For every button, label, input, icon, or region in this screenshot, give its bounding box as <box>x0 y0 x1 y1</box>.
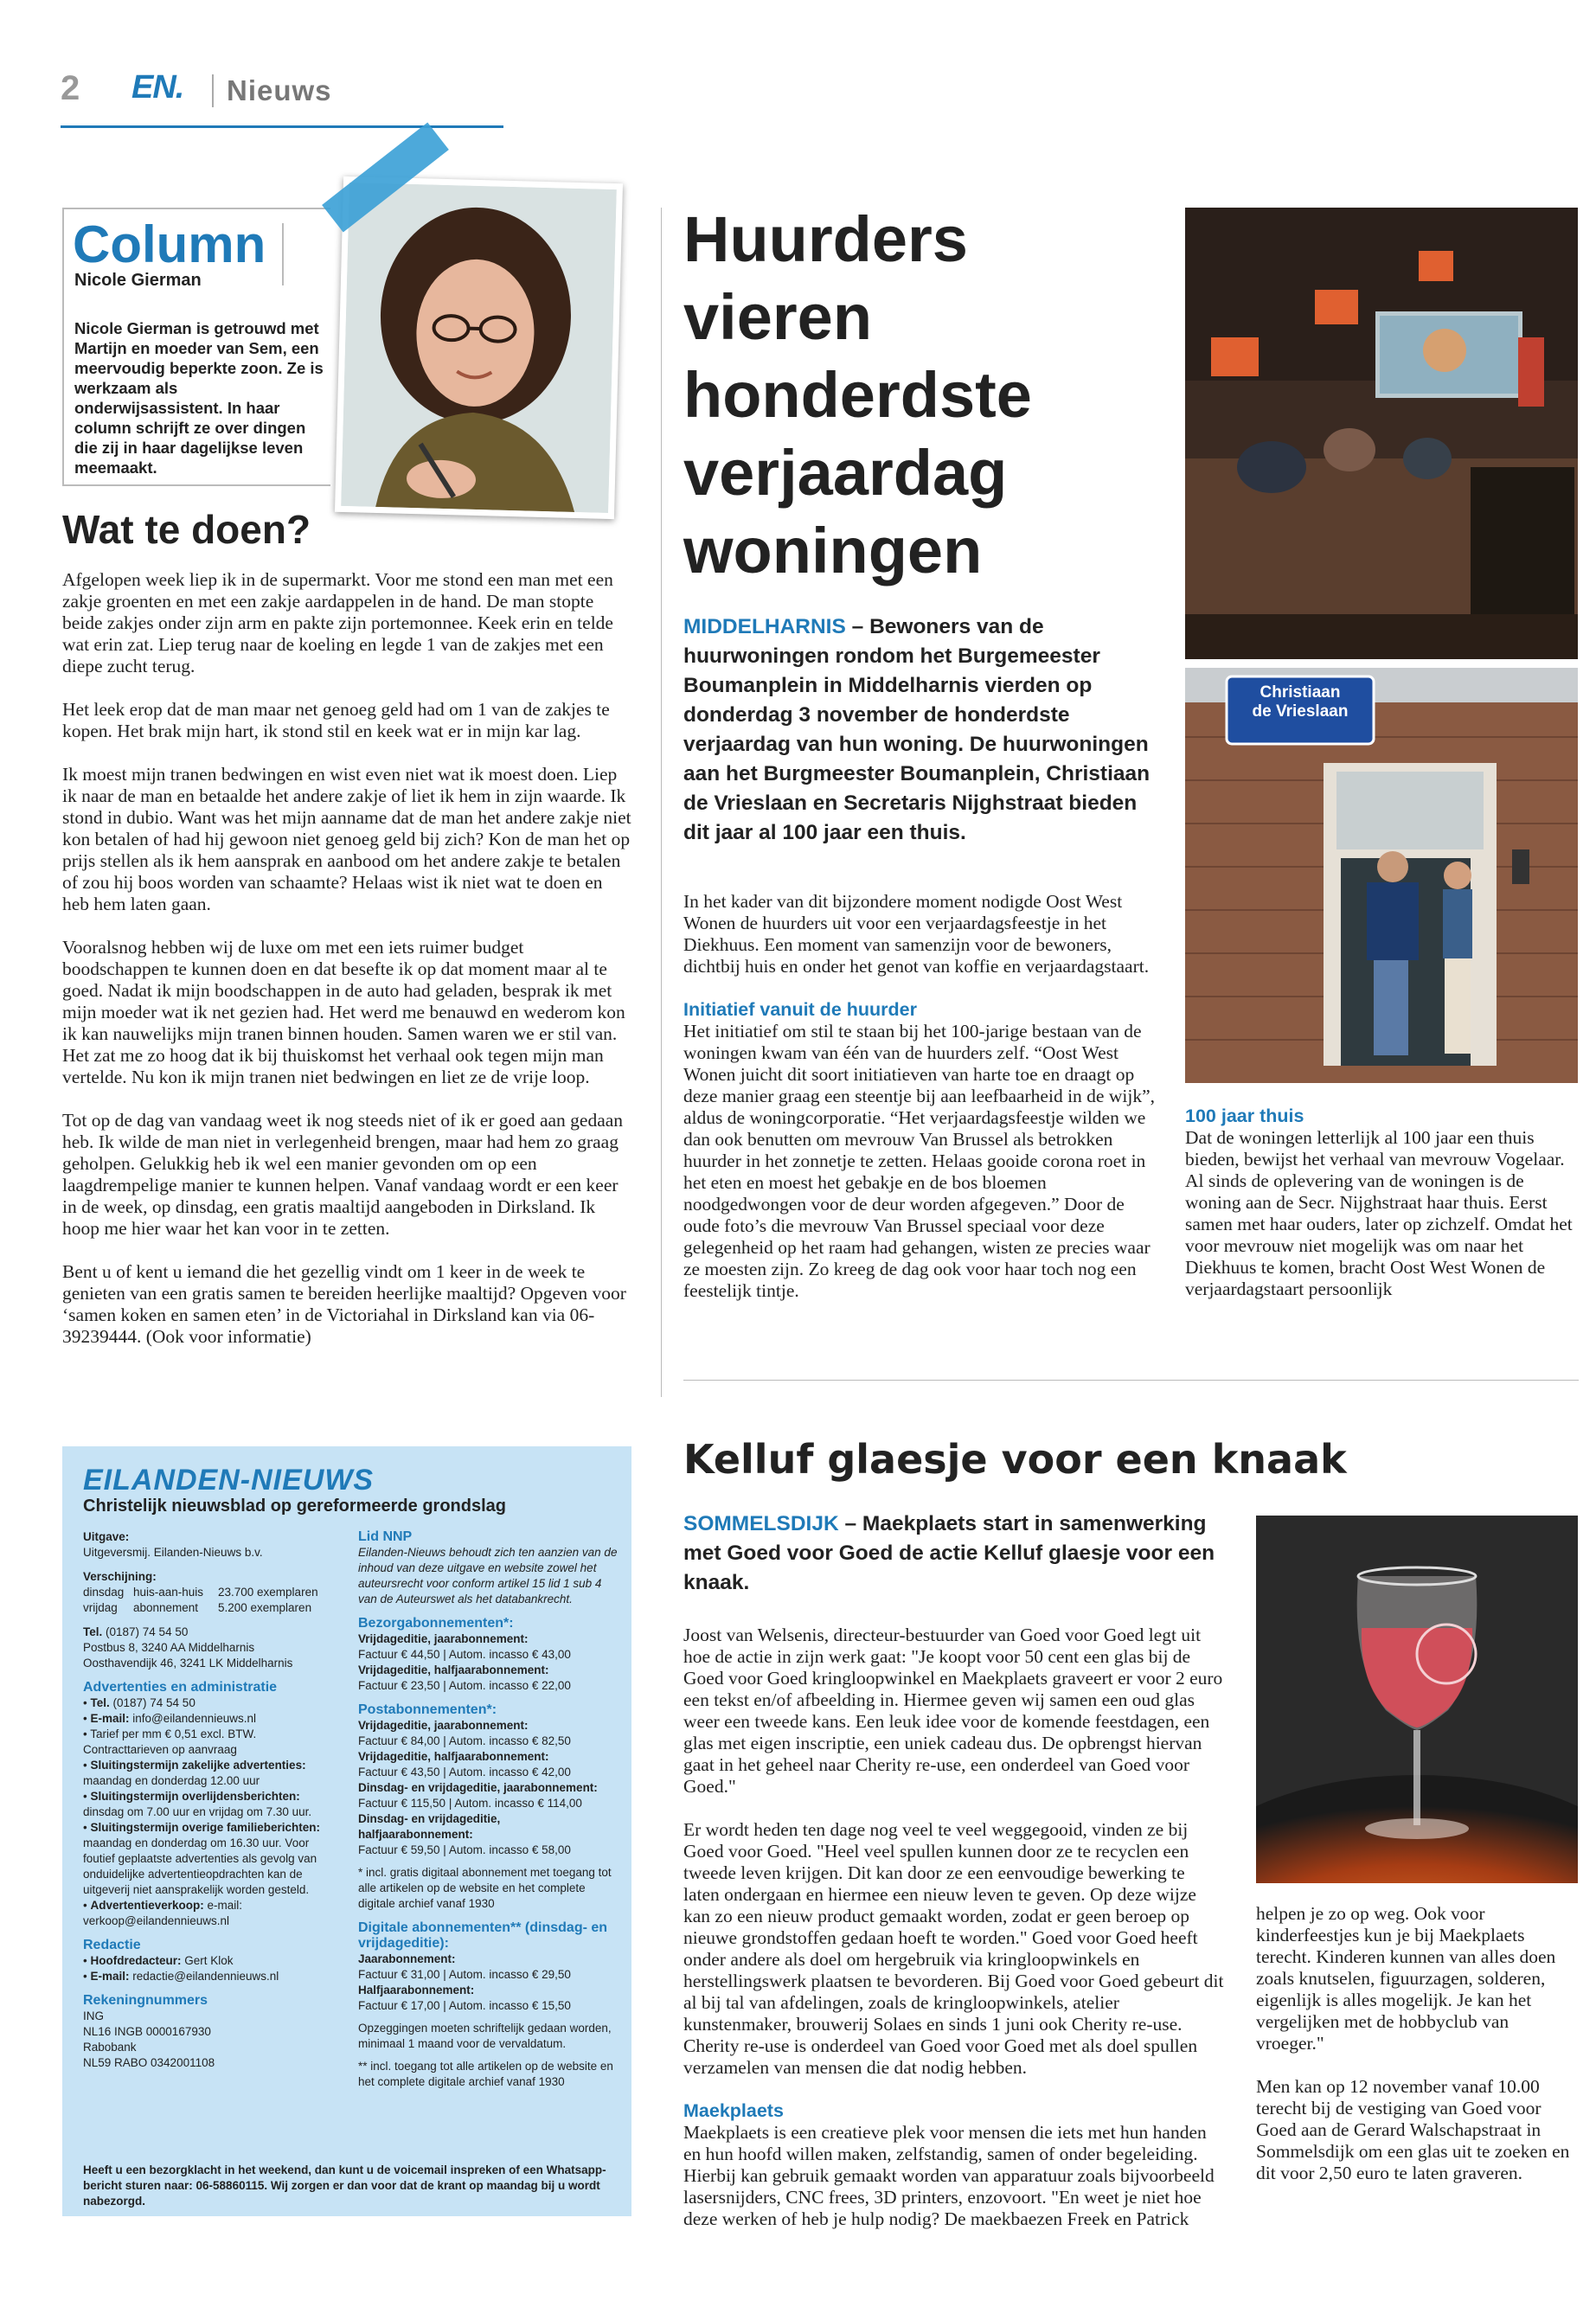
column-paragraph: Het leek erop dat de man maar net genoeg geld had om 1 van de zakjes te kopen. Het brak mijn hart, ik stond stil en keek wat er in mijn kar lag. <box>62 699 610 741</box>
info-item <box>83 1695 334 1711</box>
info-value: info@eilandennieuws.nl <box>129 1712 257 1725</box>
info-section-heading: Digitale abonnementen** (dinsdag- en vrijdageditie): <box>358 1920 608 1951</box>
info-label: Halfjaarabonnement: <box>358 1984 475 1997</box>
colophon-bottom-note: Heeft u een bezorgklacht in het weekend, dan kunt u de voicemail inspreken of een Whatsapp-bericht sturen naar: 06-58860115. Wij zorgen er dan voor dat de krant op maandag bij u wordt nabezorgd. <box>83 2163 606 2208</box>
info-value: (0187) 74 54 50 <box>109 1696 195 1709</box>
column-author: Nicole Gierman <box>74 271 202 290</box>
info-label: Hoofdredacteur: <box>90 1954 182 1967</box>
info-row <box>83 1600 334 1616</box>
info-label: Vrijdageditie, jaarabonnement: <box>358 1719 529 1732</box>
kelluf-side-column <box>1256 1903 1578 2206</box>
info-value: maandag en donderdag 12.00 uur <box>83 1774 260 1787</box>
info-item <box>83 1953 334 1969</box>
main-lead-text: – Bewoners van de huurwoningen rondom het Burgemeester Boumanplein in Middelharnis vierden op donderdag 3 november de honderdste verjaardag van hun woning. De huurwoningen aan het Burgmeester Boumanplein, Christiaan de Vrieslaan en Secretaris Nijghstraat bieden dit jaar al 100 jaar een thuis. <box>683 615 1151 844</box>
street-sign-line: de Vrieslaan <box>1252 702 1349 721</box>
info-value: Factuur € 43,50 | Autom. incasso € 42,00 <box>358 1766 571 1779</box>
info-label: Vrijdageditie, halfjaarabonnement: <box>358 1750 549 1763</box>
info-note: ** incl. toegang tot alle artikelen op de website en het complete digitale archief vanaf 1930 <box>358 2060 613 2088</box>
info-value: maandag en donderdag om 16.30 uur. Voor foutief geplaatste advertenties als gevolg van onduidelijke advertentieopdrachten kan de uitgeverij niet aansprakelijk worden gesteld. <box>83 1836 317 1896</box>
kelluf-lead <box>683 1509 1220 1598</box>
party-photo <box>1185 208 1578 659</box>
house-front-image <box>1185 668 1578 1083</box>
info-value: dinsdag om 7.00 uur en vrijdag om 7.30 uur. <box>83 1805 312 1818</box>
info-item <box>83 1898 334 1929</box>
main-body <box>683 891 1163 1302</box>
info-label: Tel. <box>90 1696 110 1709</box>
info-list <box>83 1953 334 1984</box>
main-headline: Huurders vieren honderdste verjaardag woningen <box>683 203 1032 586</box>
kelluf-paragraph: Er wordt heden ten dage nog veel te veel weggegooid, vinden ze bij Goed voor Goed. "Heel veel spullen kunnen door ze te recyclen een tweede leven krijgen. Dit kan door ze een eenvoudige bewerking te laten ondergaan en hiermee een nieuw leven te geven. Op deze wijze kan zo een nieuw product gemaakt worden, zodat er geen beroep op nieuwe grondstoffen gedaan hoeft te worden." Goed voor Goed heeft onder andere als doel om hergebruik via kringloopwinkels en herstellingswerk plaatsen te bevorderen. Bij Goed voor Goed gebeurt dit al bij tal van afdelingen, zoals de kringloopwinkels, atelier kunstenmaker, brouwerij Solaes en sinds 1 juni ook Cherity re-use. Cherity re-use is onderdeel van Goed voor Goed met als doel spullen verzamelen van mensen die dat nodig hebben. <box>683 1819 1224 2078</box>
info-value: Tarief per mm € 0,51 excl. BTW. Contracttarieven op aanvraag <box>83 1727 257 1756</box>
info-item <box>83 1820 334 1898</box>
kelluf-dateline: SOMMELSDIJK <box>683 1512 839 1535</box>
kelluf-lead-text: – Maekplaets start in samenwerking met Goed voor Goed de actie Kelluf glaesje voor een knaak. <box>683 1512 1215 1594</box>
info-item <box>83 1789 334 1820</box>
info-note: * incl. gratis digitaal abonnement met toegang tot alle artikelen op de website en het complete digitale archief vanaf 1930 <box>358 1866 612 1910</box>
kelluf-paragraph: Joost van Welsenis, directeur-bestuurder van Goed voor Goed legt uit hoe de actie in zijn werk gaat: "Je koopt voor 50 cent een glas bij de Goed voor Goed kringloopwinkel en Maekplaets graveert er voor 2 euro een tekst en/of afbeelding in. Hiermee geven wij samen een oud glas weer een tweede kans. Een leuk idee voor de komende feestdagen, een glas met eigen inscriptie, een uniek cadeau dus. De opbrengst hiervan gaat in het geheel naar Cherity re-use, een onderdeel van Goed voor Goed." <box>683 1625 1223 1797</box>
info-cell: 23.700 exemplaren <box>218 1586 318 1599</box>
info-text: ING <box>83 2009 105 2022</box>
info-value: Factuur € 84,00 | Autom. incasso € 82,50 <box>358 1734 571 1747</box>
column-paragraph: Tot op de dag van vandaag weet ik nog steeds niet of ik er goed aan gedaan heb. Ik wilde de man niet in verlegenheid brengen, maar had hem zo graag geholpen. Gelukkig heb ik wel een manier gevonden om op een laagdrempelige manier te kunnen helpen. Vanaf vandaag wordt er een keer in de week, op dinsdag, een gratis maaltijd aangeboden in Dirksland. Ik hoop me hier waar het kan voor in te zetten. <box>62 1110 624 1239</box>
info-text: Uitgeversmij. Eilanden-Nieuws b.v. <box>83 1546 263 1559</box>
column-paragraph: Ik moest mijn tranen bedwingen en wist even niet wat ik moest doen. Liep ik naar de man en betaalde het andere zakje of liet ik hem in zijn waarde. Ik stond in dubio. Want was het mijn aanname dat de man het andere zakje niet kon betalen of had hij gewoon niet genoeg geld bij zich? Kon de man het op prijs stellen als ik hem aansprak en aanbood om het andere zakje te betalen of zou hij boos worden van schaamte? Helaas wist ik niet wat te doen en heb hem laten gaan. <box>62 764 631 914</box>
author-portrait-image <box>341 183 617 513</box>
info-value: Factuur € 44,50 | Autom. incasso € 43,00 <box>358 1648 571 1661</box>
info-row <box>83 1585 334 1600</box>
colophon-right <box>358 1529 618 2090</box>
caption-head: 100 jaar thuis <box>1185 1106 1304 1126</box>
info-text: NL59 RABO 0342001108 <box>83 2056 215 2069</box>
info-section-heading: Rekeningnummers <box>83 1993 208 2008</box>
info-heading: Uitgave: <box>83 1530 130 1543</box>
info-section-heading: Lid NNP <box>358 1529 413 1544</box>
colophon-subtitle: Christelijk nieuwsblad op gereformeerde grondslag <box>83 1497 506 1516</box>
column-paragraph: Bent u of kent u iemand die het gezellig vindt om 1 keer in de week te genieten van een gratis samen te bereiden heerlijke maaltijd? Opgeven voor ‘samen koken en samen eten’ in de Victoriahal in Dirksland kan via 06-39239444. (Ook voor informatie) <box>62 1261 626 1347</box>
info-list <box>83 1695 334 1929</box>
info-label: Dinsdag- en vrijdageditie, halfjaarabonnement: <box>358 1812 501 1841</box>
party-room-image <box>1185 208 1578 659</box>
column-divider <box>661 208 662 1397</box>
info-item <box>83 1758 334 1789</box>
street-sign-line: Christiaan <box>1259 683 1341 702</box>
info-text <box>83 1625 334 1640</box>
info-value: Factuur € 23,50 | Autom. incasso € 22,00 <box>358 1679 571 1692</box>
main-paragraph: In het kader van dit bijzondere moment nodigde Oost West Wonen de huurders uit voor een verjaardagsfeestje in het Diekhuus. Een moment van samenzijn voor de bewoners, dichtbij huis en onder het genot van koffie en verjaardagstaart. <box>683 891 1150 977</box>
newspaper-logo: EN. <box>131 69 184 106</box>
info-note: Opzeggingen moeten schriftelijk gedaan worden, minimaal 1 maand voor de vervaldatum. <box>358 2022 612 2050</box>
kelluf-body <box>683 1625 1224 2252</box>
info-cell: abonnement <box>133 1601 199 1614</box>
info-cell: 5.200 exemplaren <box>218 1601 312 1614</box>
column-paragraph: Vooralsnog hebben wij de luxe om met een iets ruimer budget boodschappen te kunnen doen en dat besefte ik op dat moment maar al te goed. Nadat ik mijn boodschappen in de auto had geladen, besprak ik met mijn moeder wat ik net gezien had. Het werd me benauwd en wederom kon ik kan nauwelijks mijn tranen binnen houden. Samen waren we er stil van. Het zat me zo hoog dat ik bij thuiskomst het verhaal ook tegen mijn man vertelde. Nu kon ik mijn tranen niet bedwingen en liet ze de vrije loop. <box>62 937 625 1087</box>
info-text: Oosthavendijk 46, 3241 LK Middelharnis <box>83 1657 293 1670</box>
info-label: E-mail: <box>90 1970 130 1983</box>
info-text: Eilanden-Nieuws behoudt zich ten aanzien van de inhoud van deze uitgave en website zowel het auteursrecht voor conform artikel 15 lid 1 sub 4 van de Auteurswet als het databankrecht. <box>358 1546 618 1606</box>
info-value: e-mail: verkoop@eilandennieuws.nl <box>83 1899 243 1927</box>
info-label: Advertentieverkoop: <box>90 1899 204 1912</box>
house-photo <box>1185 668 1578 1083</box>
column-paragraph: Afgelopen week liep ik in de supermarkt. Voor me stond een man met een zakje groenten en met een zakje aardappelen in de hand. De man stopte beide zakjes onder zijn arm en pakte zijn portemonnee. Keek erin en telde wat erin zat. Liep terug naar de koeling en legde 1 van de zakjes met een diepe zucht terug. <box>62 569 613 676</box>
column-label: Column <box>73 215 266 273</box>
info-label: E-mail: <box>90 1712 130 1725</box>
info-value: redactie@eilandennieuws.nl <box>129 1970 279 1983</box>
column-title: Wat te doen? <box>62 507 311 552</box>
caption-text: Dat de woningen letterlijk al 100 jaar een thuis bieden, bewijst het verhaal van mevrouw Vogelaar. Al sinds de oplevering van de woningen is de woning aan de Secr. Nijghstraat haar thuis. Eerst samen met haar ouders, later op zichzelf. Omdat het voor mevrouw niet mogelijk was om naar het Diekhuus te komen, bracht Oost West Wonen de verjaardagstaart persoonlijk <box>1185 1127 1573 1299</box>
info-item <box>83 1969 334 1984</box>
kelluf-subhead: Maekplaets <box>683 2100 784 2121</box>
info-item <box>83 1727 334 1758</box>
column-body <box>62 569 633 1369</box>
kelluf-headline: Kelluf glaesje voor een knaak <box>683 1436 1347 1483</box>
main-paragraph: Het initiatief om stil te staan bij het 100-jarige bestaan van de woningen kwam van één van de huurders zelf. “Oost West Wonen juicht dit soort initiatieven van harte toe en draagt op deze manier graag een steentje bij aan leefbaarheid in de wijk”, aldus de woningcorporatie. “Het verjaardagsfeestje wilden we dan ook benutten om mevrouw Van Brussel als betrokken huurder in het zonnetje te zetten. Helaas gooide corona roet in het eten en moest het gebakje en de bos bloemen noodgedwongen voor de deur worden afgegeven.” Door de oude foto’s die mevrouw Van Brussel speciaal voor deze gelegenheid op het raam had gehangen, wisten ze precies waar ze moesten zijn. Zo kreeg de dag ook voor haar toch nog een feestelijk tintje. <box>683 1021 1155 1301</box>
info-value: Factuur € 31,00 | Autom. incasso € 29,50 <box>358 1968 571 1981</box>
info-item <box>83 1711 334 1727</box>
main-lead <box>683 612 1159 848</box>
info-label: Vrijdageditie, jaarabonnement: <box>358 1632 529 1645</box>
info-label: Vrijdageditie, halfjaarabonnement: <box>358 1663 549 1676</box>
section-title: Nieuws <box>227 74 332 106</box>
info-label: Sluitingstermijn zakelijke advertenties: <box>90 1759 306 1772</box>
info-cell: huis-aan-huis <box>133 1586 204 1599</box>
info-label: Dinsdag- en vrijdageditie, jaarabonnement: <box>358 1781 598 1794</box>
main-dateline: MIDDELHARNIS <box>683 615 846 638</box>
page-number: 2 <box>61 69 80 107</box>
info-section-heading: Redactie <box>83 1938 141 1952</box>
wine-glass-image <box>1256 1516 1578 1883</box>
colophon-left <box>83 1529 334 2071</box>
kelluf-paragraph: Maekplaets is een creatieve plek voor mensen die iets met hun handen en hun hoofd willen maken, zelfstandig, samen of onder begeleiding. Hierbij kan gebruik gemaakt worden van apparatuur zoals bijvoorbeeld lasersnijders, CNC frees, 3D printers, enzovoort. "En weet je niet hoe deze werken of heb je hulp nodig? De maekbaezen Freek en Patrick <box>683 2122 1215 2229</box>
info-section-heading: Advertenties en administratie <box>83 1680 278 1695</box>
colophon-logo: EILANDEN-NIEUWS <box>83 1464 375 1497</box>
info-text: Postbus 8, 3240 AA Middelharnis <box>83 1641 255 1654</box>
info-section-heading: Postabonnementen*: <box>358 1702 497 1717</box>
info-label: Sluitingstermijn overige familieberichten: <box>90 1821 321 1834</box>
author-photo <box>335 176 623 519</box>
photo-caption <box>1185 1106 1574 1300</box>
kelluf-paragraph: helpen je zo op weg. Ook voor kinderfeestjes kun je bij Maekplaets terecht. Kinderen kunnen van alles doen zoals knutselen, figuurzagen, solderen, eigenlijk is alles mogelijk. Je kan het vergelijken met de hobbyclub van vroeger." <box>1256 1903 1556 2054</box>
info-value: Factuur € 115,50 | Autom. incasso € 114,00 <box>358 1797 582 1810</box>
glass-photo <box>1256 1516 1578 1883</box>
street-sign <box>1235 683 1365 721</box>
header-divider <box>212 74 214 107</box>
info-cell: dinsdag <box>83 1586 125 1599</box>
kelluf-paragraph: Men kan op 12 november vanaf 10.00 terecht bij de vestiging van Goed voor Goed aan de Gerard Walschapstraat in Sommelsdijk om een glas uit te zoeken en dit voor 2,50 euro te laten graveren. <box>1256 2076 1570 2183</box>
column-bio: Nicole Gierman is getrouwd met Martijn en moeder van Sem, een meervoudig beperkte zoon. Ze is werkzaam als onderwijsassistent. In haar column schrijft ze over dingen die zij in haar dagelijkse leven meemaakt. <box>74 319 324 477</box>
info-label: Jaarabonnement: <box>358 1952 456 1965</box>
info-value: Factuur € 59,50 | Autom. incasso € 58,00 <box>358 1843 571 1856</box>
info-text: NL16 INGB 0000167930 <box>83 2025 211 2038</box>
header-rule <box>61 125 503 128</box>
info-section-heading: Bezorgabonnementen*: <box>358 1616 514 1631</box>
info-label: Sluitingstermijn overlijdensberichten: <box>90 1790 300 1803</box>
info-text: Rabobank <box>83 2041 137 2054</box>
info-heading: Verschijning: <box>83 1570 157 1583</box>
info-cell: vrijdag <box>83 1601 118 1614</box>
main-subhead: Initiatief vanuit de huurder <box>683 999 917 1020</box>
info-value: Factuur € 17,00 | Autom. incasso € 15,50 <box>358 1999 571 2012</box>
column-label-divider <box>282 223 284 285</box>
info-label: Tel. <box>83 1625 103 1638</box>
info-value: (0187) 74 54 50 <box>102 1625 189 1638</box>
article-divider <box>683 1380 1579 1381</box>
info-value: Gert Klok <box>181 1954 234 1967</box>
